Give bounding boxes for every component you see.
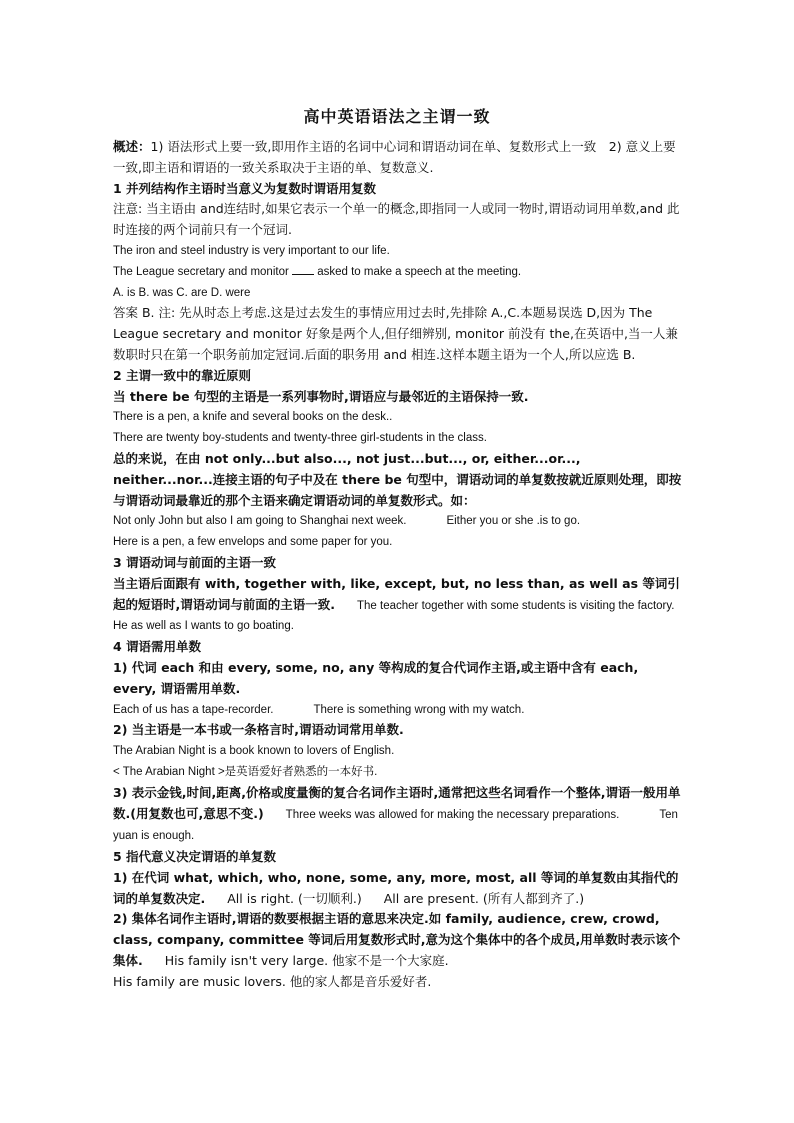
section-3-rule	[113, 574, 683, 617]
rule-3-example-1: Three weeks was allowed for making the necessary preparations.	[285, 808, 620, 821]
section-5-rule-1-example-1: All is right. (一切顺利.)	[227, 890, 362, 906]
section-4-rule-2-example-2: < The Arabian Night >是英语爱好者熟悉的一本好书.	[113, 765, 378, 778]
example-2-part-a: The League secretary and monitor	[113, 265, 292, 278]
section-3-rule-text: 当主语后面跟有 with, together with, like, except, but, no less than, as well as 等词引起的短语时,谓语动词与前面的主语一致.	[113, 575, 680, 612]
section-5-rule-1-text: 1) 在代词 what, which, who, none, some, any, more, most, all 等词的单复数由其指代的词的单复数决定.	[113, 869, 679, 906]
section-4-rule-2-example-1: The Arabian Night is a book known to lovers of English.	[113, 745, 395, 758]
example-3-part-b: Either you or she .is to go.	[446, 515, 581, 528]
section-1-example-1: The iron and steel industry is very important to our life.	[113, 244, 390, 257]
example-3-part-a: Not only John but also I am going to Shanghai next week.	[113, 515, 407, 528]
overview-text: 1) 语法形式上要一致,即用作主语的名词中心词和谓语动词在单、复数形式上一致 2) 意义上要一致,即主语和谓语的一致关系取决于主语的单、复数意义.	[113, 139, 676, 175]
overview-paragraph	[113, 137, 683, 179]
section-4-rule-1-examples	[113, 700, 683, 721]
section-3-heading: 3 谓语动词与前面的主语一致	[113, 554, 277, 570]
rule-1-example-2: There is something wrong with my watch.	[313, 703, 525, 716]
rule-1-example-1: Each of us has a tape-recorder.	[113, 703, 274, 716]
section-4-rule-3	[113, 783, 683, 847]
section-1-note: 注意: 当主语由 and连结时,如果它表示一个单一的概念,即指同一人或同一物时,谓语动词用单数,and 此时连接的两个词前只有一个冠词.	[113, 201, 680, 238]
answer-blank	[292, 263, 314, 275]
section-4-rule-1: 1) 代词 each 和由 every, some, no, any 等构成的复合代词作主语,或主语中含有 each, every, 谓语需用单数.	[113, 659, 639, 696]
section-3-example-1: The teacher together with some students is visiting the factory.	[357, 599, 675, 612]
section-5-rule-2-example-2: His family are music lovers. 他的家人都是音乐爱好者.	[113, 973, 432, 989]
section-2-rule-1: 当 there be 句型的主语是一系列事物时,谓语应与最邻近的主语保持一致.	[113, 388, 529, 404]
section-2-example-3	[113, 511, 683, 532]
section-4-heading: 4 谓语需用单数	[113, 639, 202, 655]
section-5-heading: 5 指代意义决定谓语的单复数	[113, 849, 277, 865]
page-title: 高中英语语法之主谓一致	[303, 107, 491, 126]
section-5-rule-2-text: 2) 集体名词作主语时,谓语的数要根据主语的意思来决定.如 family, audience, crew, crowd, class, company, committee 等词后用复数形式时,意为这个集体中的各个成员,用单数时表示该个集体.	[113, 911, 681, 969]
section-1-heading: 1 并列结构作主语时当意义为复数时谓语用复数	[113, 180, 377, 196]
section-5-rule-1-example-2: All are present. (所有人都到齐了.)	[383, 890, 585, 906]
section-1-options: A. is B. was C. are D. were	[113, 286, 251, 299]
section-5-rule-2-example-1: His family isn't very large. 他家不是一个大家庭.	[164, 953, 449, 969]
section-4-rule-2: 2) 当主语是一本书或一条格言时,谓语动词常用单数.	[113, 722, 404, 738]
section-2-rule-2: 总的来说，在由 not only...but also..., not just...but..., or, either...or..., neither...nor...连接主语的句子中及在 there be 句型中，谓语动词的单复数按就近原则处理，即按与谓语动词最靠近的那个主语来确定谓语动词的单复数形式。如：	[113, 450, 682, 508]
section-5-rule-2	[113, 909, 683, 971]
section-2-heading: 2 主谓一致中的靠近原则	[113, 367, 252, 383]
example-2-part-b: asked to make a speech at the meeting.	[314, 265, 522, 278]
section-1-answer: 答案 B. 注: 先从时态上考虑.这是过去发生的事情应用过去时,先排除 A.,C.本题易误选 D,因为 The League secretary and monitor 好象是两个人,但仔细辨别, monitor 前没有 the,在英语中,当一人兼数职时只在第一个职务前加定冠词.后面的职务用 and 相连.这样本题主语为一个人,所以应选 B.	[113, 305, 678, 362]
section-2-example-1: There is a pen, a knife and several books on the desk..	[113, 411, 393, 424]
section-3-example-2: He as well as I wants to go boating.	[113, 620, 294, 633]
rule-3-example-2: Ten yuan is enough.	[113, 808, 678, 843]
overview-label: 概述：	[113, 139, 151, 154]
section-4-rule-3-text: 3) 表示金钱,时间,距离,价格或度量衡的复合名词作主语时,通常把这些名词看作一个整体,谓语一般用单数.(用复数也可,意思不变.)	[113, 784, 681, 821]
section-5-rule-1	[113, 868, 683, 910]
document-body	[113, 137, 683, 993]
section-2-example-2: There are twenty boy-students and twenty-three girl-students in the class.	[113, 432, 487, 445]
section-1-example-2	[113, 262, 683, 283]
section-2-example-4: Here is a pen, a few envelops and some paper for you.	[113, 536, 393, 549]
